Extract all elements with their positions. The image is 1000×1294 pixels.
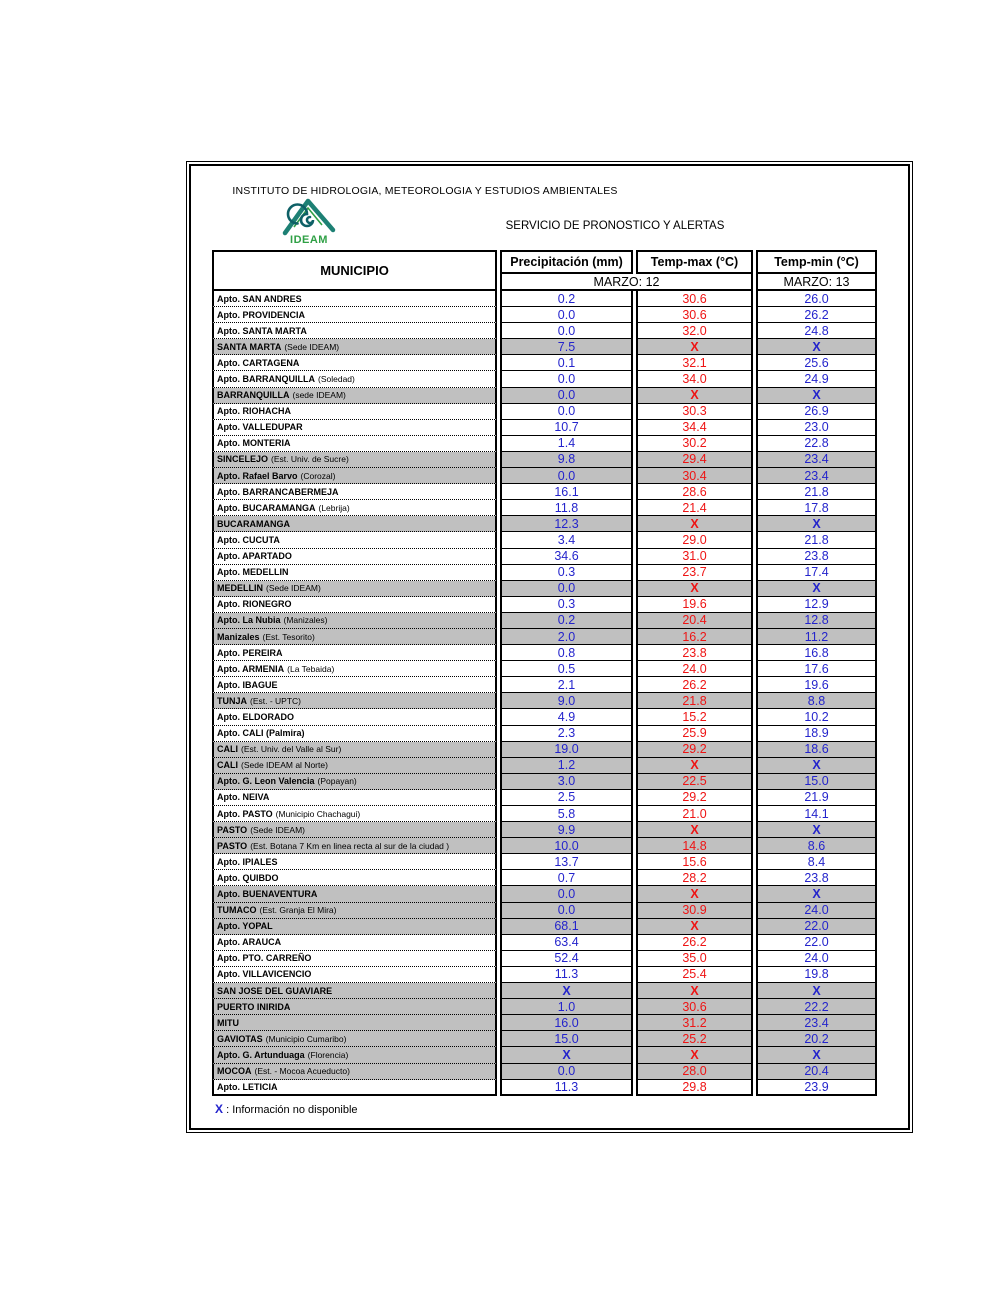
municipality-cell <box>212 565 497 581</box>
municipality-name: MOCOA <box>217 1066 252 1077</box>
temp-min-value: 23.4 <box>756 1015 877 1031</box>
precip-value: 2.3 <box>500 726 633 742</box>
municipality-name: Apto. SAN ANDRES <box>217 293 302 304</box>
precip-value: 2.1 <box>500 677 633 693</box>
temp-max-value: 19.6 <box>636 597 753 613</box>
precip-value: 10.0 <box>500 838 633 854</box>
municipality-name: Apto. BUCARAMANGA <box>217 502 316 513</box>
precip-value: 1.2 <box>500 758 633 774</box>
municipality-cell <box>212 999 497 1015</box>
municipality-cell <box>212 500 497 516</box>
municipality-name: Apto. PASTO <box>217 808 273 819</box>
temp-max-value: 29.4 <box>636 452 753 468</box>
precip-value: 0.0 <box>500 307 633 323</box>
temp-max-value: 29.2 <box>636 742 753 758</box>
temp-min-value: 25.6 <box>756 355 877 371</box>
municipality-cell <box>212 774 497 790</box>
municipality-cell <box>212 693 497 709</box>
temp-max-value: 25.2 <box>636 1031 753 1047</box>
temp-max-value: 28.0 <box>636 1064 753 1080</box>
municipality-cell <box>212 1031 497 1047</box>
page-subtitle: SERVICIO DE PRONOSTICO Y ALERTAS <box>505 220 725 232</box>
temp-min-value: 22.8 <box>756 436 877 452</box>
municipality-name: Apto. ELDORADO <box>217 711 294 722</box>
municipality-name: Apto. NEIVA <box>217 792 270 803</box>
precip-value: 9.0 <box>500 693 633 709</box>
municipality-note: (Est. Univ. del Valle al Sur) <box>241 744 342 755</box>
municipality-name: Apto. ARAUCA <box>217 937 282 948</box>
municipality-cell <box>212 452 497 468</box>
municipality-cell <box>212 983 497 999</box>
temp-min-value: 20.2 <box>756 1031 877 1047</box>
temp-min-value: 26.2 <box>756 307 877 323</box>
municipality-name: Apto. YOPAL <box>217 921 273 932</box>
temp-min-value: 24.0 <box>756 951 877 967</box>
ideam-logo-label: IDEAM <box>290 234 328 246</box>
municipality-name: SANTA MARTA <box>217 341 282 352</box>
legend-note <box>215 1102 358 1116</box>
precip-value: 0.0 <box>500 1064 633 1080</box>
temp-max-value: 29.8 <box>636 1080 753 1096</box>
page-title: INSTITUTO DE HIDROLOGIA, METEOROLOGIA Y ESTUDIOS AMBIENTALES <box>232 185 618 197</box>
municipality-cell <box>212 484 497 500</box>
temp-max-value: X <box>636 919 753 935</box>
temp-min-value: 8.8 <box>756 693 877 709</box>
municipality-name: Apto. QUIBDO <box>217 872 279 883</box>
municipality-cell <box>212 790 497 806</box>
temp-max-value: 30.9 <box>636 903 753 919</box>
temp-min-value: X <box>756 822 877 838</box>
municipality-name: Apto. LETICIA <box>217 1081 278 1092</box>
temp-min-value: 24.9 <box>756 371 877 387</box>
municipality-name: Apto. RIONEGRO <box>217 599 292 610</box>
temp-min-value: 19.6 <box>756 677 877 693</box>
municipality-note: (Corozal) <box>300 470 336 481</box>
temp-min-value: 16.8 <box>756 645 877 661</box>
precip-value: 19.0 <box>500 742 633 758</box>
precip-value: 63.4 <box>500 935 633 951</box>
precip-value: 1.4 <box>500 436 633 452</box>
municipality-cell <box>212 532 497 548</box>
municipality-cell <box>212 420 497 436</box>
precip-value: 2.5 <box>500 790 633 806</box>
precip-value: 0.7 <box>500 870 633 886</box>
temp-max-value: 30.6 <box>636 999 753 1015</box>
precip-value: 3.4 <box>500 532 633 548</box>
municipality-name: BARRANQUILLA <box>217 390 290 401</box>
temp-max-value: 15.2 <box>636 709 753 725</box>
temp-max-value: X <box>636 983 753 999</box>
municipality-name: Apto. MONTERIA <box>217 438 291 449</box>
precip-value: 0.5 <box>500 661 633 677</box>
temp-max-value: 34.4 <box>636 420 753 436</box>
municipality-name: Apto. MEDELLIN <box>217 567 289 578</box>
temp-min-value: 22.0 <box>756 919 877 935</box>
municipality-note: (Sede IDEAM) <box>284 341 340 352</box>
temp-min-value: 8.4 <box>756 854 877 870</box>
column-header-temp-max: Temp-max (°C) <box>636 250 753 274</box>
temp-min-value: 20.4 <box>756 1064 877 1080</box>
temp-min-value: 23.4 <box>756 452 877 468</box>
temp-min-value: 17.8 <box>756 500 877 516</box>
municipality-cell <box>212 291 497 307</box>
temp-min-value: 12.8 <box>756 613 877 629</box>
municipality-cell <box>212 339 497 355</box>
municipality-name: TUMACO <box>217 905 257 916</box>
temp-min-value: 26.0 <box>756 291 877 307</box>
municipality-name: Apto. VILLAVICENCIO <box>217 969 312 980</box>
municipality-cell <box>212 726 497 742</box>
temp-max-value: 21.0 <box>636 806 753 822</box>
precip-value: 12.3 <box>500 516 633 532</box>
temp-max-value: 32.0 <box>636 323 753 339</box>
precip-value: 16.0 <box>500 1015 633 1031</box>
temp-max-value: 28.2 <box>636 870 753 886</box>
temp-max-value: 20.4 <box>636 613 753 629</box>
municipality-name: Apto. APARTADO <box>217 551 292 562</box>
precip-value: 7.5 <box>500 339 633 355</box>
municipality-name: Apto. CARTAGENA <box>217 357 300 368</box>
temp-min-value: X <box>756 983 877 999</box>
municipality-cell <box>212 742 497 758</box>
precip-value: 0.0 <box>500 903 633 919</box>
municipality-cell <box>212 1047 497 1063</box>
precip-value: 9.9 <box>500 822 633 838</box>
temp-max-value: 23.8 <box>636 645 753 661</box>
temp-max-value: 29.2 <box>636 790 753 806</box>
municipality-cell <box>212 629 497 645</box>
precip-value: 5.8 <box>500 806 633 822</box>
municipality-name: PASTO <box>217 824 248 835</box>
temp-min-value: 23.8 <box>756 549 877 565</box>
precip-value: 0.8 <box>500 645 633 661</box>
municipality-note: (Est. Botana 7 Km en linea recta al sur de la ciudad ) <box>250 840 450 851</box>
municipality-cell <box>212 709 497 725</box>
temp-max-value: 35.0 <box>636 951 753 967</box>
temp-max-value: 34.0 <box>636 371 753 387</box>
municipality-cell <box>212 886 497 902</box>
precip-value: 0.3 <box>500 597 633 613</box>
temp-max-value: 16.2 <box>636 629 753 645</box>
precip-value: 34.6 <box>500 549 633 565</box>
temp-max-value: 26.2 <box>636 677 753 693</box>
date-header-marzo-13: MARZO: 13 <box>756 274 877 291</box>
temp-min-value: 21.8 <box>756 532 877 548</box>
column-header-municipio: MUNICIPIO <box>212 250 497 291</box>
municipality-cell <box>212 404 497 420</box>
municipality-note: (Est. Univ. de Sucre) <box>271 454 349 465</box>
temp-max-value: X <box>636 581 753 597</box>
municipality-cell <box>212 903 497 919</box>
temp-max-value: 22.5 <box>636 774 753 790</box>
municipality-cell <box>212 967 497 983</box>
municipality-name: PUERTO INIRIDA <box>217 1001 291 1012</box>
temp-min-value: 19.8 <box>756 967 877 983</box>
municipality-note: (Est. Granja El Mira) <box>259 905 337 916</box>
temp-max-value: 21.4 <box>636 500 753 516</box>
municipality-note: (Est. Tesorito) <box>262 631 315 642</box>
municipality-name: CALI <box>217 744 238 755</box>
municipality-name: CALI <box>217 760 238 771</box>
precip-value: X <box>500 983 633 999</box>
temp-max-value: 25.4 <box>636 967 753 983</box>
temp-max-value: 31.0 <box>636 549 753 565</box>
legend-text: : Información no disponible <box>226 1104 358 1116</box>
precip-value: 0.2 <box>500 613 633 629</box>
temp-min-value: X <box>756 339 877 355</box>
municipality-note: (sede IDEAM) <box>292 390 346 401</box>
temp-min-value: 23.0 <box>756 420 877 436</box>
temp-min-value: X <box>756 581 877 597</box>
temp-min-value: 17.4 <box>756 565 877 581</box>
temp-max-value: 31.2 <box>636 1015 753 1031</box>
temp-min-value: 11.2 <box>756 629 877 645</box>
precip-value: 11.3 <box>500 1080 633 1096</box>
precip-value: X <box>500 1047 633 1063</box>
temp-min-value: X <box>756 886 877 902</box>
temp-min-value: X <box>756 388 877 404</box>
municipality-cell <box>212 661 497 677</box>
municipality-name: Apto. IPIALES <box>217 856 278 867</box>
municipality-cell <box>212 549 497 565</box>
temp-max-value: 29.0 <box>636 532 753 548</box>
precip-value: 4.9 <box>500 709 633 725</box>
municipality-name: GAVIOTAS <box>217 1033 263 1044</box>
forecast-table <box>212 250 877 1096</box>
precip-value: 9.8 <box>500 452 633 468</box>
municipality-name: BUCARAMANGA <box>217 518 290 529</box>
municipality-cell <box>212 581 497 597</box>
precip-value: 3.0 <box>500 774 633 790</box>
municipality-cell <box>212 870 497 886</box>
municipality-cell <box>212 935 497 951</box>
municipality-cell <box>212 371 497 387</box>
precip-value: 0.0 <box>500 323 633 339</box>
precip-value: 0.1 <box>500 355 633 371</box>
precip-value: 0.0 <box>500 581 633 597</box>
temp-max-value: X <box>636 758 753 774</box>
precip-value: 1.0 <box>500 999 633 1015</box>
municipality-note: (Est. - Mocoa Acueducto) <box>254 1066 350 1077</box>
temp-min-value: 24.0 <box>756 903 877 919</box>
municipality-name: Apto. CUCUTA <box>217 534 280 545</box>
municipality-cell <box>212 1064 497 1080</box>
temp-min-value: 26.9 <box>756 404 877 420</box>
temp-min-value: 12.9 <box>756 597 877 613</box>
column-header-temp-min: Temp-min (°C) <box>756 250 877 274</box>
municipality-note: (Est. - UPTC) <box>250 695 302 706</box>
municipality-name: Apto. G. Leon Valencia <box>217 776 315 787</box>
municipality-name: Apto. PEREIRA <box>217 647 283 658</box>
municipality-name: TUNJA <box>217 695 248 706</box>
temp-min-value: 22.2 <box>756 999 877 1015</box>
municipality-name: MITU <box>217 1017 239 1028</box>
municipality-cell <box>212 822 497 838</box>
municipality-note: (Florencia) <box>307 1049 349 1060</box>
precip-value: 0.0 <box>500 886 633 902</box>
temp-min-value: 23.9 <box>756 1080 877 1096</box>
temp-max-value: 30.6 <box>636 291 753 307</box>
temp-max-value: 25.9 <box>636 726 753 742</box>
temp-min-value: 15.0 <box>756 774 877 790</box>
temp-max-value: 15.6 <box>636 854 753 870</box>
precip-value: 16.1 <box>500 484 633 500</box>
municipality-cell <box>212 613 497 629</box>
municipality-name: PASTO <box>217 840 248 851</box>
temp-max-value: 30.2 <box>636 436 753 452</box>
municipality-name: Manizales <box>217 631 260 642</box>
temp-min-value: 8.6 <box>756 838 877 854</box>
temp-max-value: 21.8 <box>636 693 753 709</box>
municipality-name: Apto. Rafael Barvo <box>217 470 298 481</box>
precip-value: 11.3 <box>500 967 633 983</box>
temp-min-value: 18.6 <box>756 742 877 758</box>
precip-value: 0.3 <box>500 565 633 581</box>
temp-min-value: X <box>756 516 877 532</box>
municipality-name: Apto. SANTA MARTA <box>217 325 307 336</box>
temp-max-value: 14.8 <box>636 838 753 854</box>
date-header-marzo-12: MARZO: 12 <box>500 274 753 291</box>
temp-min-value: 23.8 <box>756 870 877 886</box>
temp-min-value: 24.8 <box>756 323 877 339</box>
temp-min-value: 14.1 <box>756 806 877 822</box>
municipality-name: Apto. G. Artunduaga <box>217 1049 305 1060</box>
municipality-cell <box>212 1080 497 1096</box>
municipality-note: (La Tebaida) <box>287 663 335 674</box>
temp-max-value: 32.1 <box>636 355 753 371</box>
temp-min-value: X <box>756 1047 877 1063</box>
municipality-name: Apto. BUENAVENTURA <box>217 889 318 900</box>
municipality-cell <box>212 951 497 967</box>
temp-max-value: X <box>636 339 753 355</box>
municipality-note: (Sede IDEAM al Norte) <box>241 760 328 771</box>
municipality-name: Apto. RIOHACHA <box>217 406 291 417</box>
precip-value: 0.0 <box>500 404 633 420</box>
temp-min-value: 18.9 <box>756 726 877 742</box>
temp-max-value: 30.3 <box>636 404 753 420</box>
precip-value: 11.8 <box>500 500 633 516</box>
precip-value: 2.0 <box>500 629 633 645</box>
municipality-note: (Lebrija) <box>318 502 350 513</box>
municipality-cell <box>212 1015 497 1031</box>
municipality-cell <box>212 355 497 371</box>
temp-min-value: 23.4 <box>756 468 877 484</box>
municipality-cell <box>212 919 497 935</box>
municipality-cell <box>212 388 497 404</box>
municipality-cell <box>212 307 497 323</box>
temp-max-value: 28.6 <box>636 484 753 500</box>
municipality-name: Apto. IBAGUE <box>217 679 278 690</box>
municipality-name: Apto. PTO. CARREÑO <box>217 953 312 964</box>
temp-max-value: X <box>636 388 753 404</box>
precip-value: 0.0 <box>500 468 633 484</box>
municipality-cell <box>212 468 497 484</box>
precip-value: 68.1 <box>500 919 633 935</box>
municipality-cell <box>212 677 497 693</box>
municipality-cell <box>212 516 497 532</box>
municipality-cell <box>212 854 497 870</box>
temp-min-value: 17.6 <box>756 661 877 677</box>
precip-value: 0.0 <box>500 388 633 404</box>
municipality-name: SINCELEJO <box>217 454 269 465</box>
temp-min-value: X <box>756 758 877 774</box>
municipality-cell <box>212 436 497 452</box>
temp-max-value: 23.7 <box>636 565 753 581</box>
precip-value: 13.7 <box>500 854 633 870</box>
temp-min-value: 21.9 <box>756 790 877 806</box>
municipality-name: Apto. BARRANCABERMEJA <box>217 486 339 497</box>
temp-max-value: 26.2 <box>636 935 753 951</box>
municipality-name: Apto. ARMENIA <box>217 663 285 674</box>
municipality-name: Apto. La Nubia <box>217 615 281 626</box>
municipality-note: (Municipio Chachagui) <box>275 808 361 819</box>
temp-max-value: X <box>636 822 753 838</box>
temp-max-value: 24.0 <box>636 661 753 677</box>
temp-min-value: 22.0 <box>756 935 877 951</box>
municipality-name: Apto. PROVIDENCIA <box>217 309 306 320</box>
municipality-name: MEDELLIN <box>217 583 263 594</box>
temp-max-value: X <box>636 1047 753 1063</box>
precip-value: 0.2 <box>500 291 633 307</box>
municipality-cell <box>212 838 497 854</box>
municipality-cell <box>212 597 497 613</box>
municipality-cell <box>212 758 497 774</box>
municipality-name: Apto. BARRANQUILLA <box>217 374 315 385</box>
legend-x-symbol: X <box>215 1102 224 1116</box>
municipality-note: (Municipio Cumaribo) <box>265 1033 347 1044</box>
temp-max-value: 30.6 <box>636 307 753 323</box>
temp-min-value: 21.8 <box>756 484 877 500</box>
municipality-note: (Sede IDEAM) <box>250 824 305 835</box>
municipality-cell <box>212 806 497 822</box>
precip-value: 15.0 <box>500 1031 633 1047</box>
municipality-name: SAN JOSE DEL GUAVIARE <box>217 985 333 996</box>
precip-value: 52.4 <box>500 951 633 967</box>
temp-max-value: X <box>636 516 753 532</box>
temp-min-value: 10.2 <box>756 709 877 725</box>
municipality-name: Apto. CALI (Palmira) <box>217 728 305 739</box>
municipality-note: (Manizales) <box>283 615 328 626</box>
municipality-cell <box>212 645 497 661</box>
temp-max-value: 30.4 <box>636 468 753 484</box>
municipality-note: (Soledad) <box>318 374 355 385</box>
municipality-cell <box>212 323 497 339</box>
precip-value: 0.0 <box>500 371 633 387</box>
municipality-note: (Sede IDEAM) <box>266 583 321 594</box>
column-header-precipitacion: Precipitación (mm) <box>500 250 633 274</box>
municipality-note: (Popayan) <box>317 776 357 787</box>
temp-max-value: X <box>636 886 753 902</box>
precip-value: 10.7 <box>500 420 633 436</box>
municipality-name: Apto. VALLEDUPAR <box>217 422 303 433</box>
